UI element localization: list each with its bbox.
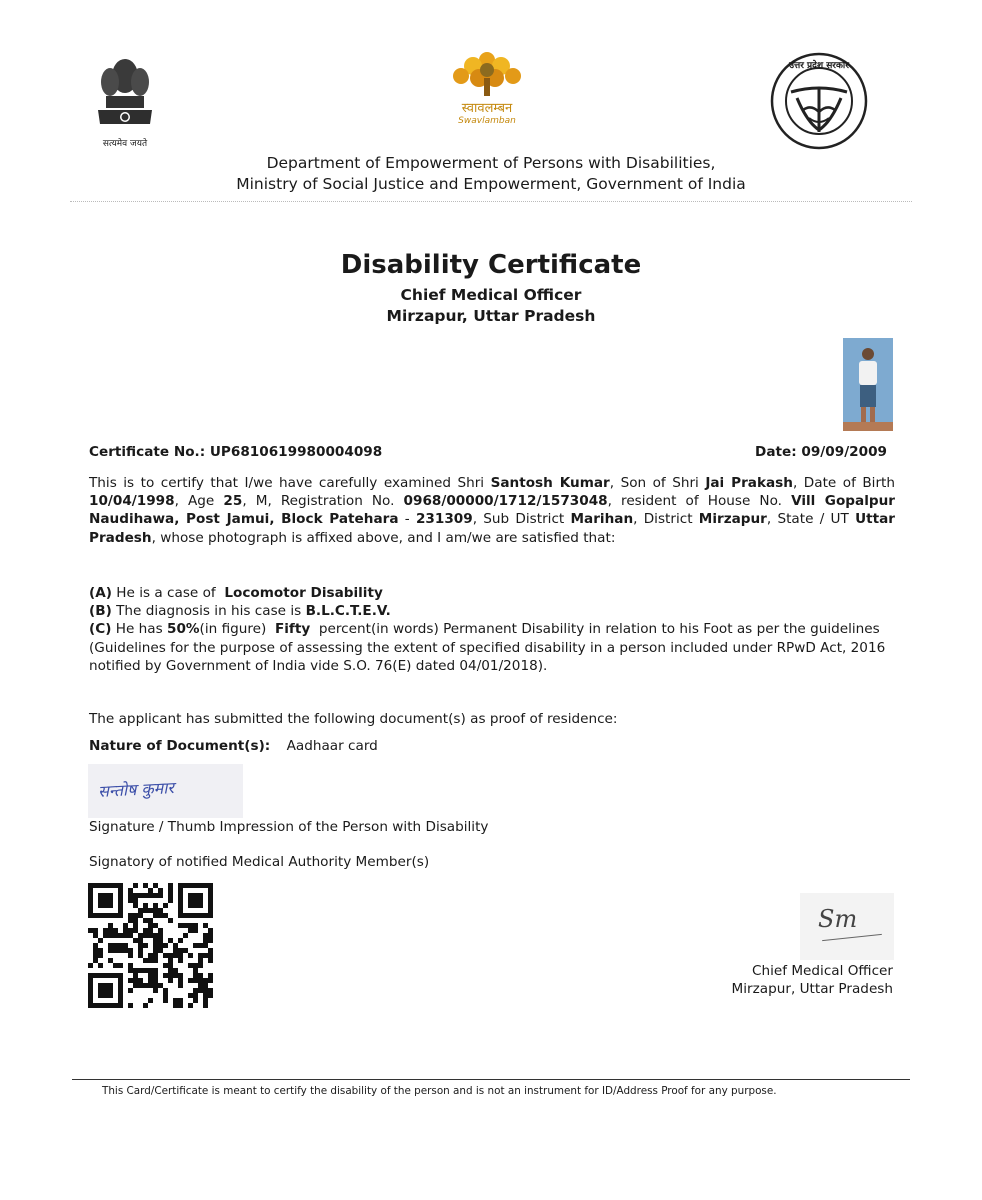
certificate-number-row (89, 444, 382, 460)
applicant-signature: सन्तोष कुमार (97, 778, 175, 801)
ashoka-lion-icon (92, 50, 158, 132)
diagnosis: B.L.C.T.E.V. (305, 603, 391, 620)
residence-statement: The applicant has submitted the following document(s) as proof of residence: (89, 711, 618, 727)
certificate-number-label: Certificate No.: (89, 444, 206, 460)
sub-district: Marihan (570, 511, 634, 528)
body-text: , M, Registration No. (242, 493, 395, 510)
body-text: , Sub District (472, 511, 565, 528)
issuer-title: Chief Medical Officer (400, 286, 582, 304)
nature-of-document-row (89, 737, 378, 755)
logo-center-sub: Swavlamban (458, 116, 516, 126)
applicant-photo (843, 338, 893, 431)
footer-rule (72, 1079, 910, 1080)
finding-a (89, 584, 895, 602)
applicant-signature-box (88, 764, 243, 818)
person-photo-icon (843, 338, 893, 431)
up-government-seal (769, 52, 869, 150)
nature-of-document-label: Nature of Document(s): (89, 738, 271, 754)
finding-c-text: He has (115, 621, 163, 638)
issuer-location: Mirzapur, Uttar Pradesh (386, 307, 596, 325)
guidelines-line-1: (Guidelines for the purpose of assessing the extent of specified disability in a person included under RPwD Act, 2016 (89, 639, 886, 656)
national-emblem-logo (92, 50, 158, 149)
date-of-birth: 10/04/1998 (89, 493, 175, 510)
patient-name: Santosh Kumar (490, 475, 610, 491)
signature-caption: Signature / Thumb Impression of the Person with Disability (89, 819, 489, 835)
body-text: , Age (174, 493, 215, 510)
date-label: Date: (755, 444, 797, 460)
logo-center-text: स्वावलम्बन (461, 101, 513, 116)
officer-signature-box (800, 893, 894, 960)
finding-c-label: (C) (89, 621, 112, 638)
department-line-2: Ministry of Social Justice and Empowerment, Government of India (236, 175, 746, 193)
department-heading (0, 153, 982, 195)
finding-b (89, 602, 895, 620)
guidelines-line-2: notified by Government of India vide S.O. 76(E) dated 04/01/2018). (89, 657, 548, 674)
pin-code: 231309 (415, 511, 473, 528)
body-text: - (398, 511, 416, 528)
state: Uttar Pradesh (89, 511, 895, 546)
disability-type: Locomotor Disability (224, 585, 383, 601)
district: Mirzapur (698, 511, 767, 528)
footer-disclaimer: This Card/Certificate is meant to certify the disability of the person and is not an instrument for ID/Address Proof for any purpose. (102, 1085, 777, 1097)
emblem-motto: सत्यमेव जयते (102, 139, 148, 149)
swavlamban-logo (443, 50, 531, 128)
officer-location: Mirzapur, Uttar Pradesh (731, 981, 893, 998)
signatory-caption: Signatory of notified Medical Authority Member(s) (89, 854, 430, 870)
qr-code-icon (88, 883, 213, 1008)
disability-percent-words: Fifty (274, 621, 311, 638)
finding-a-label: (A) (89, 585, 112, 601)
body-text: , Son of Shri (609, 475, 699, 491)
issue-date: 09/09/2009 (801, 444, 887, 460)
finding-a-text: He is a case of (116, 585, 216, 601)
finding-b-label: (B) (89, 603, 112, 620)
father-name: Jai Prakash (705, 475, 793, 491)
officer-block (732, 962, 893, 998)
certificate-title: Disability Certificate (340, 250, 642, 280)
certificate-number: UP6810619980004098 (209, 444, 383, 460)
certification-paragraph (89, 474, 895, 547)
body-text: , State / UT (766, 511, 849, 528)
body-text: This is to certify that I/we have carefully examined Shri (89, 475, 485, 491)
findings-list (89, 584, 895, 675)
finding-c-text: percent(in words) Permanent Disability in relation to his Foot as per the guidelines (318, 621, 880, 638)
address: Vill Gopalpur Naudihawa, Post Jamui, Block Patehara (89, 493, 895, 528)
officer-title: Chief Medical Officer (751, 963, 893, 979)
finding-b-text: The diagnosis in his case is (116, 603, 302, 620)
qr-code (88, 883, 213, 1008)
body-text: , District (633, 511, 693, 528)
seal-text: उत्तर प्रदेश सरकार (789, 61, 849, 71)
date-row (755, 444, 887, 460)
nature-of-document-value: Aadhaar card (286, 738, 378, 754)
body-text: , Date of Birth (792, 475, 895, 491)
registration-number: 0968/00000/1712/1573048 (403, 493, 608, 510)
header-divider (70, 201, 912, 202)
signature-stroke (822, 934, 882, 941)
disability-percent: 50% (167, 621, 200, 638)
body-text: , whose photograph is affixed above, and I am/we are satisfied that: (151, 529, 616, 546)
tree-logo-icon (443, 50, 531, 98)
finding-c (89, 620, 895, 638)
department-line-1: Department of Empowerment of Persons with Disabilities, (266, 154, 716, 172)
body-text: , resident of House No. (607, 493, 782, 510)
finding-c-text: (in figure) (199, 621, 267, 638)
officer-signature: Sm (818, 905, 858, 933)
age: 25 (223, 493, 243, 510)
